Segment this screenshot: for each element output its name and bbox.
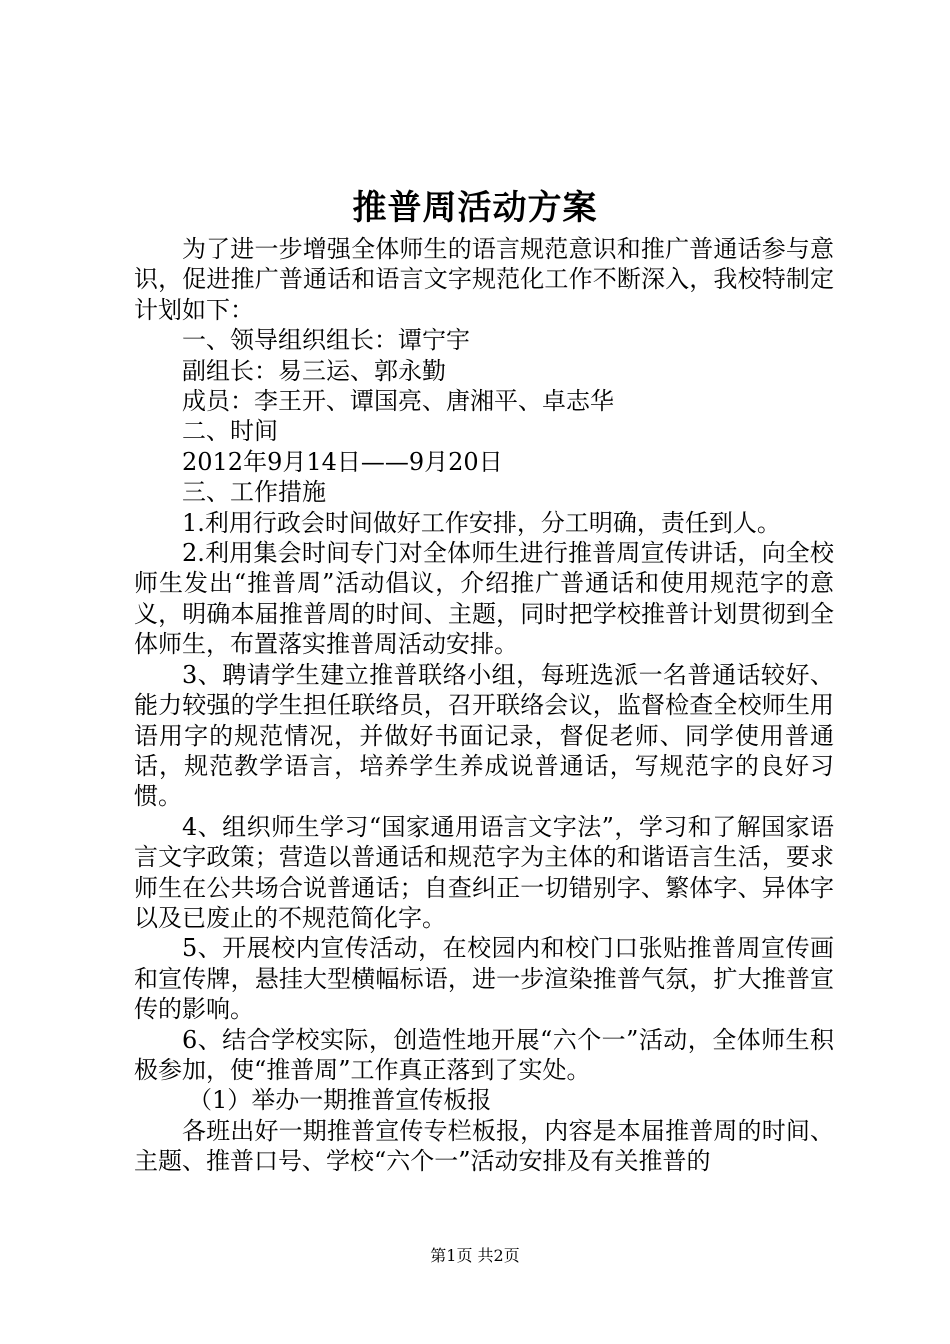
paragraph-subheading-1: （1）举办一期推普宣传板报 xyxy=(188,1086,492,1115)
paragraph-intro: 为了进一步增强全体师生的语言规范意识和推广普通话参与意识，促进推广普通话和语言文字规范化工作不断深入，我校特制定计划如下： xyxy=(134,235,834,324)
paragraph-measure-1: 1.利用行政会时间做好工作安排，分工明确，责任到人。 xyxy=(182,508,781,537)
document-title: 推普周活动方案 xyxy=(352,188,598,228)
paragraph-deputy: 副组长：易三运、郭永勤 xyxy=(182,356,446,385)
paragraph-members: 成员：李王开、谭国亮、唐湘平、卓志华 xyxy=(182,387,614,416)
paragraph-measure-4: 4、组织师生学习“国家通用语言文字法”，学习和了解国家语言文字政策；营造以普通话和规范字为主体的和谐语言生活，要求师生在公共场合说普通话；自查纠正一切错别字、繁体字、异体字以及已废止的不规范简化字。 xyxy=(134,812,834,932)
document-body xyxy=(134,234,834,1177)
paragraph-date: 2012年9月14日——9月20日 xyxy=(182,447,503,476)
paragraph-measure-5: 5、开展校内宣传活动，在校园内和校门口张贴推普周宣传画和宣传牌，悬挂大型横幅标语，进一步渲染推普气氛，扩大推普宣传的影响。 xyxy=(134,934,834,1024)
paragraph-measure-6: 6、结合学校实际，创造性地开展“六个一”活动，全体师生积极参加，使“推普周”工作真正落到了实处。 xyxy=(134,1025,834,1084)
paragraph-measures-heading: 三、工作措施 xyxy=(182,478,326,507)
paragraph-blackboard: 各班出好一期推普宣传专栏板报，内容是本届推普周的时间、主题、推普口号、学校“六个一”活动安排及有关推普的 xyxy=(134,1116,834,1176)
paragraph-leader: 一、领导组织组长：谭宁宇 xyxy=(182,326,470,355)
paragraph-measure-3: 3、聘请学生建立推普联络小组，每班选派一名普通话较好、能力较强的学生担任联络员，召开联络会议，监督检查全校师生用语用字的规范情况，并做好书面记录，督促老师、同学使用普通话，规范教学语言，培养学生养成说普通话，写规范字的良好习惯。 xyxy=(134,660,834,811)
paragraph-measure-2: 2.利用集会时间专门对全体师生进行推普周宣传讲话，向全校师生发出“推普周”活动倡议，介绍推广普通话和使用规范字的意义，明确本届推普周的时间、主题，同时把学校推普计划贯彻到全体师生，布置落实推普周活动安排。 xyxy=(134,539,834,659)
paragraph-time-heading: 二、时间 xyxy=(182,417,278,446)
page-footer: 第1页 共2页 xyxy=(430,1246,520,1265)
